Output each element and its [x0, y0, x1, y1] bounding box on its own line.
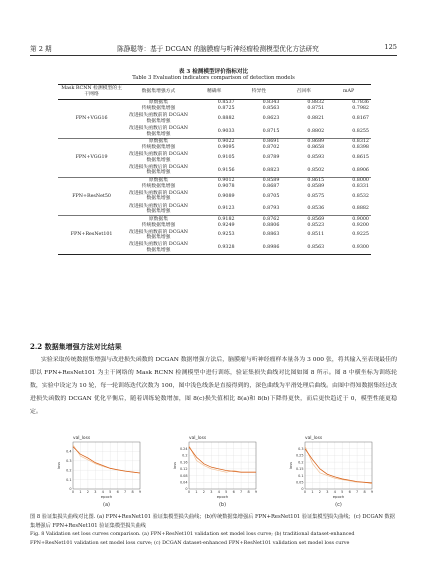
col-header-backbone: Mask RCNN 检测模型的主干网络 [61, 86, 122, 97]
x-tick-label: 2 [202, 490, 205, 495]
value-cell: 0.9123 [217, 206, 235, 212]
value-cell: 0.7836 [352, 100, 369, 106]
running-title: 陈静聪等：基于 DCGAN 的脑膜瘤与听神经瘤检测模型优化方法研究 [117, 45, 319, 53]
value-cell: 0.9182 [217, 216, 235, 222]
method-cell: 改进损失函数后的 DCGAN 数据集增强 [129, 203, 188, 215]
value-cell: 0.9095 [217, 145, 235, 151]
col-header-map: mAP [342, 89, 355, 95]
value-cell: 0.8593 [307, 154, 325, 160]
x-tick-label: 7 [356, 490, 359, 495]
y-tick-label: 0.2 [298, 460, 304, 465]
value-cell: 0.8823 [262, 167, 280, 173]
value-cell: 0.8398 [352, 145, 369, 151]
value-cell: 0.9022 [217, 138, 235, 144]
value-cell: 0.8691 [262, 138, 280, 144]
table-caption-cn: 表 3 检测模型评价指标对比 [178, 69, 249, 75]
x-tick-label: 8 [247, 490, 250, 495]
raw-loss-line [189, 445, 256, 472]
y-axis-label: loss [288, 461, 293, 470]
method-cell: 传统数据集增强 [141, 183, 176, 189]
col-header-precision: 精确率 [206, 89, 222, 95]
plot-frame [73, 442, 140, 489]
section-title: 2.2 数据集增强方法对比结果 [30, 342, 122, 351]
value-cell: 0.9033 [217, 128, 235, 134]
method-cell: 改进损失函数前的 DCGAN 数据集增强 [129, 113, 188, 124]
value-cell: 0.9156 [217, 167, 235, 173]
value-cell: 0.8000 [352, 177, 369, 183]
x-tick-label: 0 [71, 490, 75, 495]
method-cell: 改进损失函数前的 DCGAN 数据集增强 [129, 152, 188, 163]
value-cell: 0.8793 [262, 206, 280, 212]
value-cell: 0.8623 [262, 116, 280, 122]
x-tick-label: 6 [348, 490, 351, 495]
method-cell: 传统数据集增强 [141, 145, 176, 151]
plot-frame [189, 442, 256, 489]
x-tick-label: 5 [225, 490, 228, 495]
issue-number: 第 2 期 [30, 45, 52, 53]
col-header-method: 数据集增强方式 [141, 89, 176, 95]
value-cell: 0.8832 [307, 100, 325, 106]
x-tick-label: 9 [370, 490, 374, 495]
x-tick-label: 3 [326, 490, 329, 495]
loss-chart-c [288, 433, 376, 508]
x-tick-label: 5 [109, 490, 112, 495]
method-cell: 传统数据集增强 [141, 222, 176, 228]
value-cell: 0.8658 [307, 145, 325, 151]
value-cell: 0.8802 [307, 128, 325, 134]
method-cell: 改进损失函数后的 DCGAN 数据集增强 [129, 242, 188, 253]
value-cell: 0.7982 [352, 106, 369, 112]
value-cell: 0.8689 [307, 138, 325, 144]
value-cell: 0.8167 [352, 116, 369, 122]
y-tick-label: 0 [185, 487, 188, 492]
method-cell: 改进损失函数前的 DCGAN 数据集增强 [129, 190, 188, 202]
y-tick-label: 0 [301, 487, 304, 492]
value-cell: 0.8563 [307, 245, 325, 251]
value-cell: 0.8687 [262, 183, 280, 189]
loss-curve-figure [56, 433, 376, 508]
x-tick-label: 0 [303, 490, 307, 495]
value-cell: 0.8906 [352, 167, 369, 173]
value-cell: 0.9200 [352, 222, 369, 228]
value-cell: 0.8762 [262, 216, 280, 222]
value-cell: 0.8511 [307, 232, 325, 238]
value-cell: 0.8615 [352, 154, 369, 160]
value-cell: 0.8863 [262, 232, 280, 238]
value-cell: 0.8821 [307, 116, 325, 122]
y-tick-label: 0.1 [66, 477, 72, 482]
x-tick-label: 1 [311, 490, 314, 495]
value-cell: 0.8569 [307, 216, 325, 222]
y-tick-label: 0.05 [295, 480, 304, 485]
x-axis-label: epoch [216, 494, 229, 499]
value-cell: 0.8502 [307, 167, 325, 173]
col-header-recall: 召回率 [296, 89, 311, 95]
value-cell: 0.9000 [352, 216, 369, 222]
value-cell: 0.8255 [352, 128, 369, 134]
panel-label: (b) [218, 502, 227, 508]
value-cell: 0.9012 [217, 177, 235, 183]
value-cell: 0.8715 [262, 128, 280, 134]
smoothed-loss-line [305, 449, 372, 483]
x-tick-label: 2 [86, 490, 89, 495]
value-cell: 0.8882 [352, 206, 369, 212]
x-tick-label: 0 [187, 490, 191, 495]
loss-chart-b [172, 433, 260, 508]
panel-label: (a) [103, 502, 110, 508]
evaluation-table [58, 84, 371, 255]
figure-caption [30, 513, 397, 547]
x-tick-label: 6 [232, 490, 235, 495]
value-cell: 0.8343 [262, 100, 280, 106]
x-tick-label: 9 [138, 490, 142, 495]
x-tick-label: 3 [94, 490, 97, 495]
value-cell: 0.8575 [307, 193, 325, 199]
y-tick-label: 0.08 [179, 473, 188, 478]
value-cell: 0.9078 [217, 183, 235, 189]
value-cell: 0.8882 [217, 116, 235, 122]
loss-chart-a-svg [56, 433, 144, 508]
loss-chart-c-svg [288, 433, 376, 508]
y-tick-label: 0 [69, 487, 72, 492]
x-axis-label: epoch [332, 494, 345, 499]
smoothed-loss-line [73, 447, 140, 473]
method-cell: 原数据集 [148, 216, 169, 222]
raw-loss-line [73, 445, 140, 473]
value-cell: 0.8589 [307, 183, 325, 189]
x-tick-label: 2 [318, 490, 321, 495]
y-axis-label: loss [56, 461, 61, 470]
value-cell: 0.8705 [262, 193, 280, 199]
col-header-specificity: 特异性 [251, 89, 267, 95]
value-cell: 0.9249 [217, 222, 235, 228]
x-tick-label: 6 [116, 490, 119, 495]
backbone-cell: FPN+VGG16 [75, 116, 108, 122]
value-cell: 0.9105 [217, 154, 235, 160]
x-tick-label: 3 [210, 490, 213, 495]
figure-caption-cn: 图 8 验证集损失曲线对比图. (a) FPN+ResNet101 验证集模型损失曲线；(b)传统数据集增强后 FPN+ResNet101 验证集模型损失曲线；(c) DCGAN 数据集增强后 FPN+ResNet101 验证集模型损失曲线 [30, 514, 395, 529]
x-tick-label: 8 [131, 490, 134, 495]
y-tick-label: 0.16 [179, 460, 188, 465]
method-cell: 改进损失函数后的 DCGAN 数据集增强 [129, 126, 188, 137]
chart-title: val_loss [73, 436, 91, 441]
x-axis-label: epoch [100, 494, 113, 499]
backbone-cell: FPN+VGG19 [75, 154, 108, 160]
value-cell: 0.8806 [262, 222, 280, 228]
value-cell: 0.8563 [262, 106, 280, 112]
page-header [30, 43, 397, 55]
value-cell: 0.8725 [217, 106, 235, 112]
y-tick-label: 0.24 [179, 446, 188, 451]
value-cell: 0.9253 [217, 232, 235, 238]
value-cell: 0.9328 [217, 245, 235, 251]
x-tick-label: 1 [195, 490, 198, 495]
y-tick-label: 0.12 [179, 467, 188, 472]
value-cell: 0.8986 [262, 245, 280, 251]
loss-chart-b-svg [172, 433, 260, 508]
x-tick-label: 7 [124, 490, 127, 495]
method-cell: 原数据集 [148, 100, 169, 106]
y-tick-label: 0.1 [298, 473, 304, 478]
value-cell: 0.8532 [352, 193, 369, 199]
x-tick-label: 9 [254, 490, 258, 495]
value-cell: 0.8331 [352, 183, 369, 189]
value-cell: 0.8523 [307, 222, 325, 228]
value-cell: 0.9225 [352, 232, 369, 238]
x-tick-label: 4 [333, 490, 336, 495]
method-cell: 改进损失函数前的 DCGAN 数据集增强 [129, 229, 188, 241]
y-tick-label: 0.3 [298, 446, 304, 451]
value-cell: 0.8615 [307, 177, 325, 183]
section-paragraph: 实验采取传统数据集增强与改进损失函数的 DCGAN 数据增强方法后，脑膜瘤与听神经瘤样本量各为 3 000 张，将其输入至表现最佳的即以 FPN+ResNet101 为主干网络的 Mask RCNN 检测模型中进行训练，验证集损失曲线对比图如图 8 所示。图 8 中横坐标为训练轮数，实验中设定为 10 轮，每一轮训练迭代次数为 100，图中浅色线条是直接得到的，深色曲线为平滑处理后曲线。由图中得知数据集经过改进损失函数的 DCGAN 优化平衡后，随着训练轮数增加，图 8(c)损失值相比 8(a)和 8(b)下降得更快，而后更快趋近于 0，模型性能更稳定。 [30, 357, 397, 415]
panel-label: (c) [335, 502, 342, 508]
value-cell: 0.8312 [352, 138, 369, 144]
page-number: 125 [384, 43, 397, 51]
y-tick-label: 0.04 [179, 480, 188, 485]
figure-caption-en: Fig. 8 Validation set loss curves comparison. (a) FPN+ResNet101 validation set model loss curve; (b) traditional dataset-enhanced FPN+ResNet101 validation set model loss curve; (c) DCGAN dataset-enhanced FPN+ResNet101 validation set model loss curve [30, 531, 355, 546]
method-cell: 改进损失函数后的 DCGAN 数据集增强 [129, 164, 188, 176]
value-cell: 0.8751 [307, 106, 325, 112]
x-tick-label: 7 [240, 490, 243, 495]
y-tick-label: 0.2 [66, 468, 72, 473]
chart-title: val_loss [305, 436, 323, 441]
y-tick-label: 0.25 [295, 453, 304, 458]
method-cell: 传统数据集增强 [141, 106, 176, 112]
value-cell: 0.9089 [217, 193, 235, 199]
y-tick-label: 0.3 [66, 459, 72, 463]
value-cell: 0.8537 [217, 100, 235, 106]
backbone-cell: FPN+ResNet50 [72, 193, 111, 199]
x-tick-label: 8 [363, 490, 366, 495]
value-cell: 0.8789 [262, 154, 280, 160]
method-cell: 原数据集 [148, 177, 169, 183]
value-cell: 0.8536 [307, 206, 325, 212]
y-tick-label: 0.15 [295, 467, 304, 472]
x-tick-label: 4 [101, 490, 104, 495]
x-tick-label: 1 [79, 490, 82, 495]
table-header-row [58, 85, 371, 100]
y-tick-label: 0.4 [66, 449, 72, 454]
x-tick-label: 4 [217, 490, 220, 495]
chart-title: val_loss [189, 436, 207, 441]
table-caption-en: Table 3 Evaluation indicators comparison of detection models [132, 75, 295, 81]
x-tick-label: 5 [341, 490, 344, 495]
y-axis-label: loss [172, 461, 177, 470]
method-cell: 原数据集 [148, 138, 169, 144]
loss-chart-a [56, 433, 144, 508]
header-rule [30, 55, 397, 56]
y-tick-label: 0.2 [182, 453, 188, 458]
value-cell: 0.8589 [262, 177, 280, 183]
value-cell: 0.9300 [352, 245, 369, 251]
smoothed-loss-line [189, 447, 256, 472]
backbone-cell: FPN+ResNet101 [70, 232, 113, 238]
value-cell: 0.8702 [262, 145, 280, 151]
